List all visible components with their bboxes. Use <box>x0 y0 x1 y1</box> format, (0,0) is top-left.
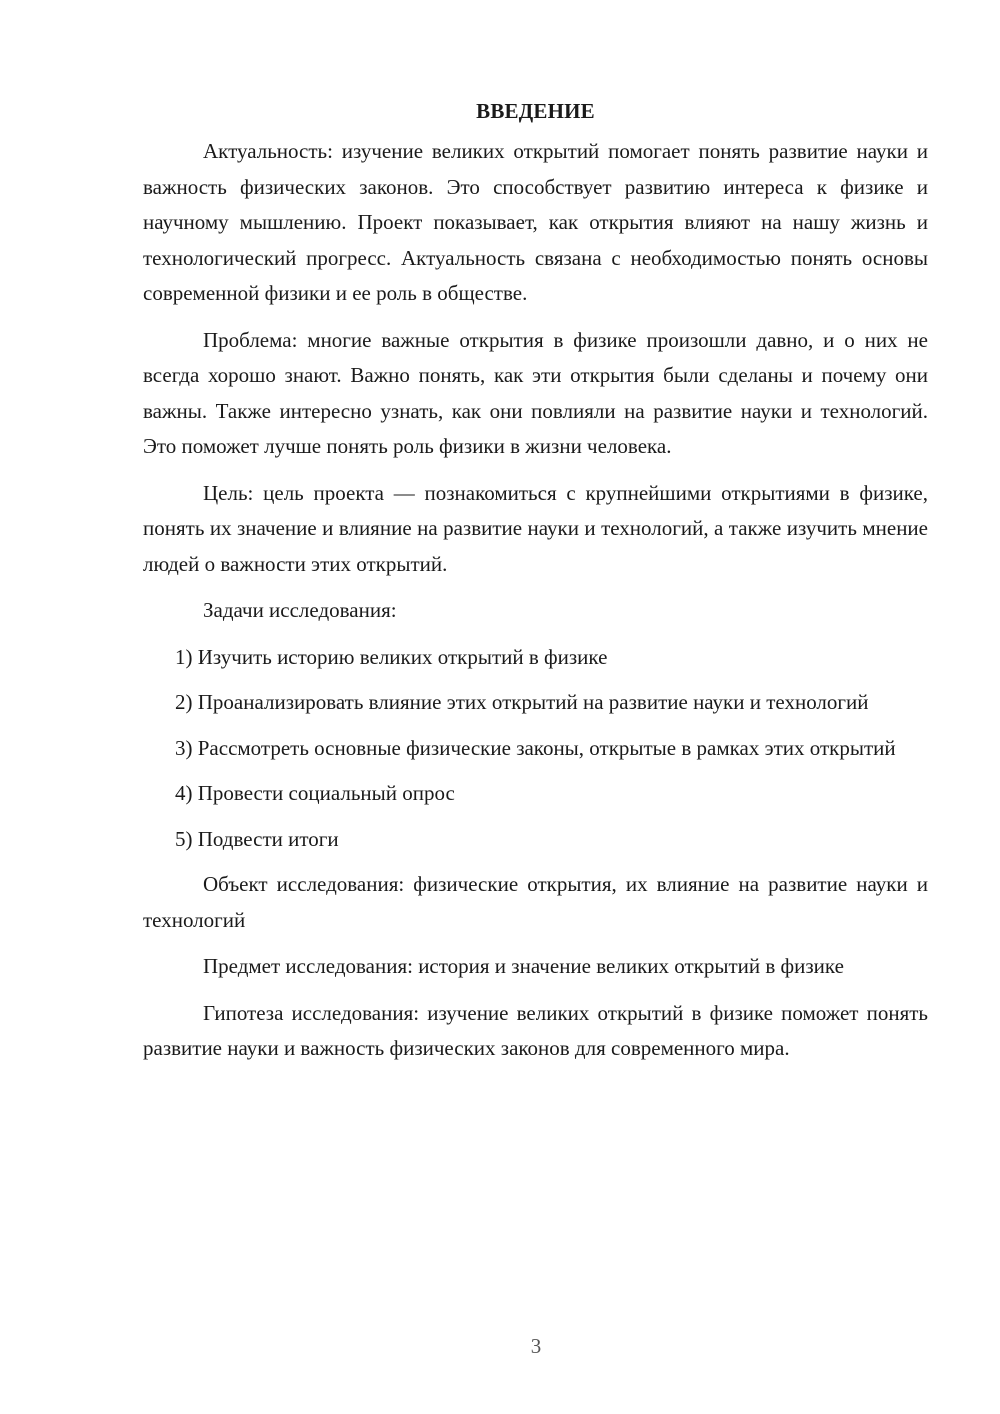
tasks-heading: Задачи исследования: <box>203 598 397 622</box>
list-item: 1) Изучить историю великих открытий в физике <box>175 644 608 669</box>
paragraph-object: Объект исследования: физические открытия, их влияние на развитие науки и технологий <box>143 872 928 932</box>
paragraph-hypothesis: Гипотеза исследования: изучение великих открытий в физике поможет понять развитие науки и важность физических законов для современного мира. <box>143 1000 928 1060</box>
page-number: 3 <box>530 1334 542 1358</box>
page-content <box>143 96 928 1078</box>
list-item: 3) Рассмотреть основные физические законы, открытые в рамках этих открытий <box>175 735 896 760</box>
paragraph-subject: Предмет исследования: история и значение великих открытий в физике <box>203 954 844 978</box>
list-item: 2) Проанализировать влияние этих открытий на развитие науки и технологий <box>175 690 869 714</box>
list-item: 4) Провести социальный опрос <box>175 781 455 805</box>
tasks-list <box>143 640 928 858</box>
paragraph-relevance: Актуальность: изучение великих открытий помогает понять развитие науки и важность физических законов. Это способствует развитию интереса к физике и научному мышлению. Проект показывает, как открытия влияют на нашу жизнь и технологический прогресс. Актуальность связана с необходимостью понять основы современной физики и ее роль в обществе. <box>143 139 928 305</box>
paragraph-problem: Проблема: многие важные открытия в физике произошли давно, и о них не всегда хорошо знают. Важно понять, как эти открытия были сделаны и почему они важны. Также интересно узнать, как они повлияли на развитие науки и технологий. Это поможет лучше понять роль физики в жизни человека. <box>143 327 928 458</box>
list-item: 5) Подвести итоги <box>175 826 339 851</box>
section-title: ВВЕДЕНИЕ <box>476 99 595 123</box>
paragraph-goal: Цель: цель проекта — познакомиться с крупнейшими открытиями в физике, понять их значение и влияние на развитие науки и технологий, а также изучить мнение людей о важности этих открытий. <box>143 480 928 576</box>
